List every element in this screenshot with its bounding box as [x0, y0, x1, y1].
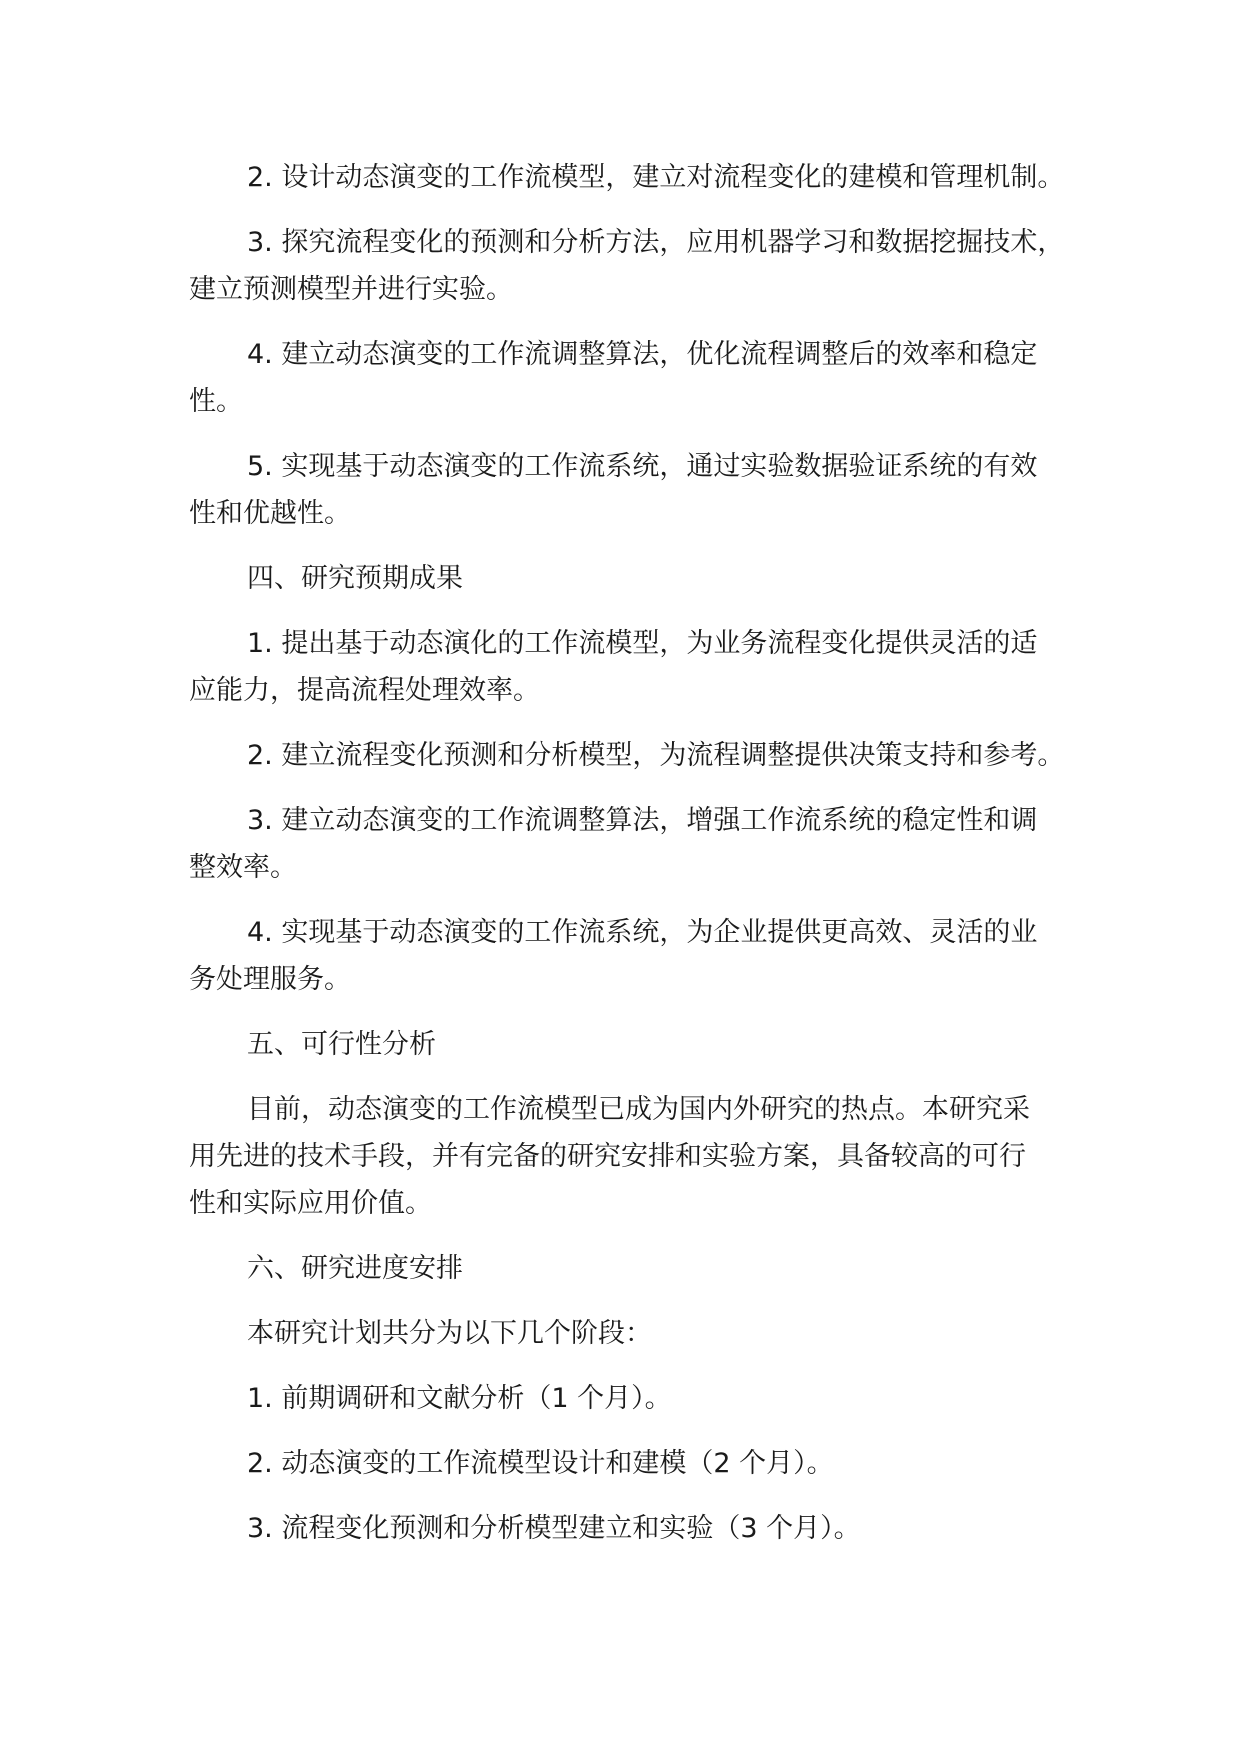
list-item-paragraph	[189, 154, 1121, 201]
paragraph-line: 2. 设计动态演变的工作流模型，建立对流程变化的建模和管理机制。	[247, 162, 1065, 193]
paragraph-line: 性和实际应用价值。	[189, 1188, 432, 1219]
list-item-paragraph	[189, 443, 1121, 537]
paragraph-line: 目前，动态演变的工作流模型已成为国内外研究的热点。本研究采	[247, 1094, 1030, 1125]
list-item-paragraph	[189, 331, 1121, 425]
body-paragraph	[189, 1086, 1121, 1227]
paragraph-line: 1. 前期调研和文献分析（1 个月）。	[247, 1383, 672, 1414]
paragraph-line: 3. 流程变化预测和分析模型建立和实验（3 个月）。	[247, 1513, 861, 1544]
list-item-paragraph	[189, 219, 1121, 313]
paragraph-line: 性和优越性。	[189, 498, 351, 529]
paragraph-line: 3. 建立动态演变的工作流调整算法，增强工作流系统的稳定性和调	[247, 805, 1038, 836]
paragraph-line: 性。	[189, 386, 243, 417]
paragraph-line: 1. 提出基于动态演化的工作流模型，为业务流程变化提供灵活的适	[247, 628, 1038, 659]
list-item-paragraph	[189, 909, 1121, 1003]
paragraph-line: 务处理服务。	[189, 964, 351, 995]
section-heading-text: 六、研究进度安排	[247, 1253, 463, 1284]
paragraph-line: 应能力，提高流程处理效率。	[189, 675, 540, 706]
paragraph-line: 整效率。	[189, 852, 297, 883]
paragraph-line: 4. 实现基于动态演变的工作流系统，为企业提供更高效、灵活的业	[247, 917, 1038, 948]
list-item-paragraph	[189, 797, 1121, 891]
body-paragraph	[189, 1310, 1121, 1357]
section-heading-text: 五、可行性分析	[247, 1029, 436, 1060]
paragraph-line: 建立预测模型并进行实验。	[189, 274, 513, 305]
paragraph-line: 3. 探究流程变化的预测和分析方法，应用机器学习和数据挖掘技术，	[247, 227, 1065, 258]
paragraph-line: 4. 建立动态演变的工作流调整算法，优化流程调整后的效率和稳定	[247, 339, 1038, 370]
paragraph-line: 2. 建立流程变化预测和分析模型，为流程调整提供决策支持和参考。	[247, 740, 1065, 771]
list-item-paragraph	[189, 1505, 1121, 1552]
paragraph-line: 本研究计划共分为以下几个阶段：	[247, 1318, 652, 1349]
list-item-paragraph	[189, 1440, 1121, 1487]
list-item-paragraph	[189, 1375, 1121, 1422]
section-heading-text: 四、研究预期成果	[247, 563, 463, 594]
section-heading	[189, 555, 1121, 602]
paragraph-line: 5. 实现基于动态演变的工作流系统，通过实验数据验证系统的有效	[247, 451, 1038, 482]
paragraph-line: 2. 动态演变的工作流模型设计和建模（2 个月）。	[247, 1448, 834, 1479]
section-heading	[189, 1021, 1121, 1068]
paragraph-line: 用先进的技术手段，并有完备的研究安排和实验方案，具备较高的可行	[189, 1141, 1026, 1172]
list-item-paragraph	[189, 732, 1121, 779]
list-item-paragraph	[189, 620, 1121, 714]
section-heading	[189, 1245, 1121, 1292]
